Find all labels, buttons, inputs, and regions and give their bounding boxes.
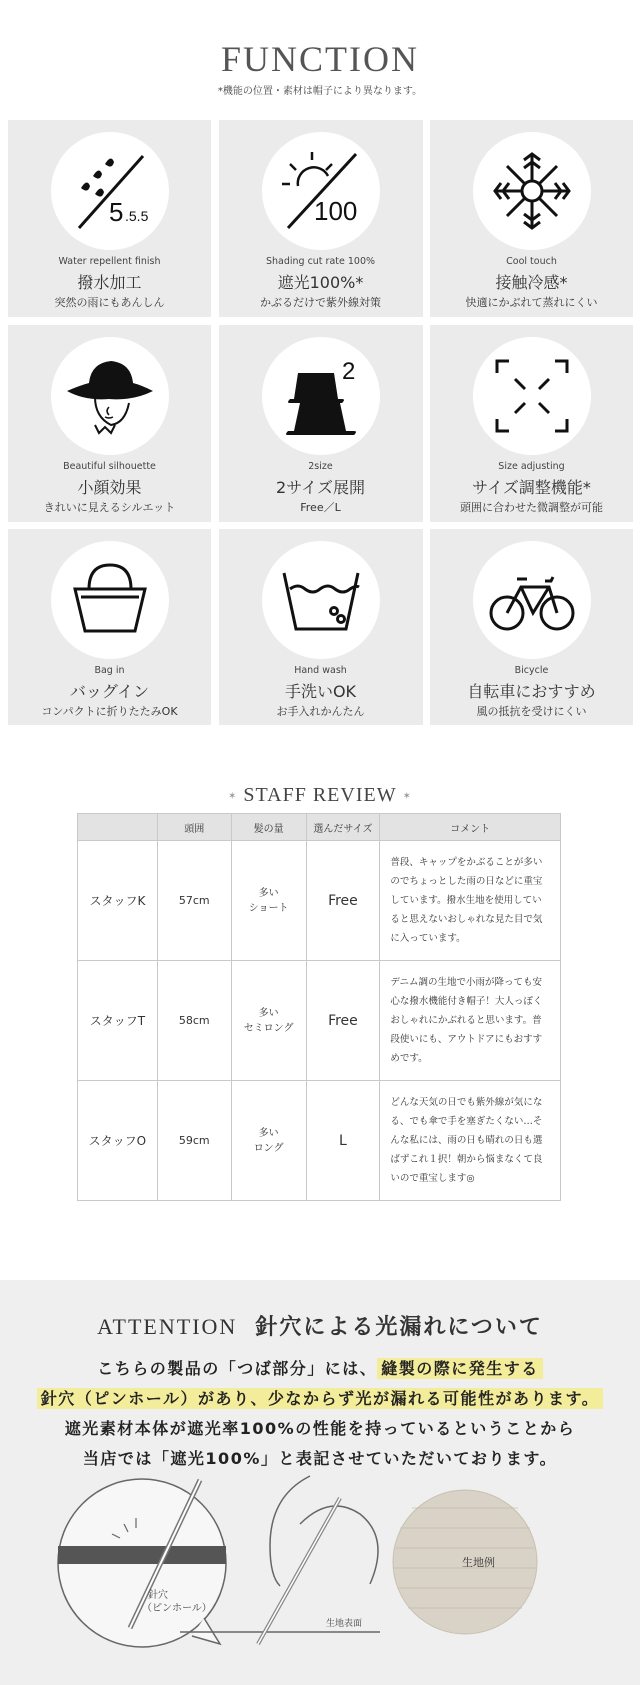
table-header-cell: コメント — [380, 814, 561, 841]
function-icon-circle — [262, 337, 380, 455]
staff-comment: どんな天気の日でも紫外線が気になる、でも傘で手を塞ぎたくない…そんな私には、雨の日も晴れの日も選ばずこれ１択！朝から悩まなくて良いので重宝します◎ — [380, 1081, 561, 1201]
function-en: Bicycle — [514, 665, 549, 676]
attention-title-en: ATTENTION — [97, 1314, 238, 1339]
attention-line-2 — [0, 1386, 640, 1409]
function-icon-circle — [262, 132, 380, 250]
svg-text:5: 5 — [108, 197, 123, 227]
staff-review-title-text: STAFF REVIEW — [243, 784, 397, 806]
ornament-icon: ✶ — [228, 790, 238, 802]
svg-text:100: 100 — [313, 196, 357, 226]
ornament-icon: ✶ — [402, 790, 412, 802]
table-header-cell: 頭囲 — [157, 814, 231, 841]
staff-name: スタッフK — [78, 841, 158, 961]
staff-name: スタッフO — [78, 1081, 158, 1201]
function-en: Water repellent finish — [58, 256, 161, 267]
staff-review-table — [77, 813, 561, 1201]
staff-name: スタッフT — [78, 961, 158, 1081]
function-sub: Free／L — [300, 500, 341, 514]
bag-icon — [65, 555, 155, 645]
function-item-bicycle — [430, 529, 633, 725]
hair-length: セミロング — [243, 1022, 294, 1034]
hair-amount — [231, 1081, 306, 1201]
attention-line-4: 当店では「遮光100%」と表記させていただいております。 — [82, 1449, 558, 1468]
function-jp: 遮光100%* — [277, 273, 364, 292]
attention-highlight: 針穴（ピンホール）があり、少なからず光が漏れる可能性があります。 — [37, 1388, 603, 1409]
function-jp: バッグイン — [69, 682, 150, 701]
function-item-bag-in — [8, 529, 211, 725]
function-icon-circle — [51, 541, 169, 659]
hand-wash-icon — [276, 555, 366, 645]
function-item-two-size — [219, 325, 423, 522]
chosen-size: Free — [306, 841, 380, 961]
function-en: Cool touch — [506, 256, 557, 267]
function-note: *機能の位置・素材は帽子により異なります。 — [217, 86, 423, 97]
function-en: Bag in — [94, 665, 125, 676]
function-sub: コンパクトに折りたたみOK — [41, 705, 178, 718]
hair-volume: 多い — [258, 887, 279, 899]
table-header-row — [78, 814, 561, 841]
svg-text:.5.5: .5.5 — [124, 208, 148, 224]
function-sub: 快適にかぶれて蒸れにくい — [465, 296, 598, 309]
two-hats-icon — [276, 351, 366, 441]
function-icon-circle — [473, 132, 591, 250]
table-header-cell: 髪の量 — [231, 814, 306, 841]
function-jp: 手洗いOK — [284, 682, 357, 701]
rain-drops-icon — [65, 146, 155, 236]
function-jp: サイズ調整機能* — [472, 477, 591, 497]
size-adjust-icon — [487, 351, 577, 441]
function-en: Shading cut rate 100% — [265, 256, 376, 267]
function-sub: 頭囲に合わせた微調整が可能 — [460, 500, 603, 514]
function-sub: 突然の雨にもあんしん — [54, 296, 165, 309]
attention-text: こちらの製品の「つば部分」には、 — [97, 1359, 378, 1378]
function-item-water-repellent — [8, 120, 211, 317]
svg-text:2: 2 — [341, 357, 355, 385]
function-item-shading — [219, 120, 423, 317]
function-jp: 自転車におすすめ — [467, 682, 596, 701]
function-jp: 小顔効果 — [77, 477, 142, 497]
staff-comment: 普段、キャップをかぶることが多いのでちょっとした雨の日などに重宝しています。撥水生地を使用していると思えないおしゃれな見た目で気に入っています。 — [380, 841, 561, 961]
table-row — [78, 961, 561, 1081]
function-en: Size adjusting — [498, 460, 565, 472]
function-en: Beautiful silhouette — [63, 460, 156, 472]
sun-cut-icon — [276, 146, 366, 236]
attention-highlight: 縫製の際に発生する — [377, 1358, 543, 1379]
hair-length: ショート — [248, 902, 289, 914]
table-row — [78, 1081, 561, 1201]
function-title: FUNCTION — [220, 39, 419, 79]
hair-volume: 多い — [258, 1127, 279, 1139]
pinhole-illustration — [0, 1468, 640, 1685]
hat-silhouette-icon — [65, 351, 155, 441]
hair-amount — [231, 961, 306, 1081]
function-grid — [8, 120, 634, 725]
function-sub: かぶるだけで紫外線対策 — [260, 296, 381, 309]
fabric-surface-label: 生地表面 — [326, 1619, 363, 1629]
hair-amount — [231, 841, 306, 961]
function-jp: 2サイズ展開 — [276, 477, 365, 497]
table-row — [78, 841, 561, 961]
head-size: 59cm — [157, 1081, 231, 1201]
table-header-cell — [78, 814, 158, 841]
attention-section — [0, 1280, 640, 1685]
function-sub: 風の抵抗を受けにくい — [476, 705, 587, 718]
function-item-size-adjusting — [430, 325, 633, 522]
function-item-cool-touch — [430, 120, 633, 317]
function-jp: 接触冷感* — [495, 273, 568, 292]
attention-title-jp: 針穴による光漏れについて — [255, 1315, 543, 1340]
function-icon-circle — [473, 541, 591, 659]
function-icon-circle — [473, 337, 591, 455]
pinhole-label-sub: （ピンホール） — [142, 1603, 212, 1614]
attention-title — [0, 1310, 640, 1341]
hair-volume: 多い — [258, 1007, 279, 1019]
function-jp: 撥水加工 — [77, 273, 142, 292]
table-header-cell: 選んだサイズ — [306, 814, 380, 841]
function-icon-circle — [262, 541, 380, 659]
function-sub: きれいに見えるシルエット — [43, 500, 176, 514]
hair-length: ロング — [253, 1142, 284, 1154]
bicycle-icon — [487, 555, 577, 645]
fabric-example-label: 生地例 — [462, 1556, 495, 1569]
head-size: 58cm — [157, 961, 231, 1081]
function-icon-circle — [51, 132, 169, 250]
staff-review-title — [0, 784, 640, 807]
chosen-size: L — [306, 1081, 380, 1201]
attention-line-3: 遮光素材本体が遮光率100%の性能を持っているということから — [64, 1419, 576, 1438]
function-icon-circle — [51, 337, 169, 455]
snowflake-icon — [487, 146, 577, 236]
staff-comment: デニム調の生地で小雨が降っても安心な撥水機能付き帽子！大人っぽくおしゃれにかぶれると思います。普段使いにも、アウトドアにもおすすめです。 — [380, 961, 561, 1081]
function-item-hand-wash — [219, 529, 423, 725]
function-en: Hand wash — [294, 665, 347, 676]
function-en: 2size — [308, 460, 333, 472]
function-item-silhouette — [8, 325, 211, 522]
pinhole-label: 針穴 — [148, 1590, 168, 1601]
function-sub: お手入れかんたん — [276, 705, 365, 718]
chosen-size: Free — [306, 961, 380, 1081]
head-size: 57cm — [157, 841, 231, 961]
attention-line-1 — [0, 1356, 640, 1379]
